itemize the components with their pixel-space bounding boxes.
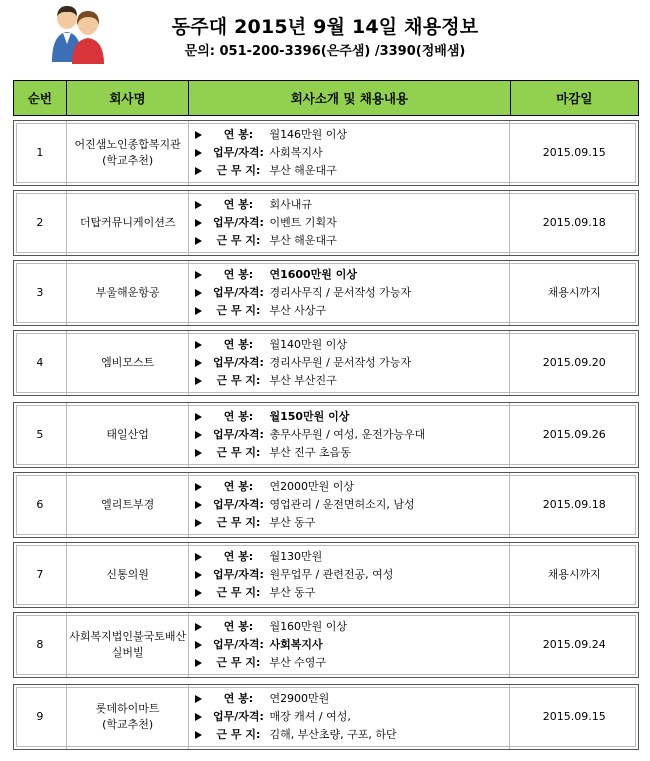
header: [0, 0, 650, 72]
duty-line-value: 영업관리 / 운전면허소지, 남성: [269, 498, 415, 511]
company-name: 롯데하이마트: [95, 702, 160, 715]
duty-line-value: 사회복지사: [269, 146, 323, 159]
company-cell: [67, 331, 190, 395]
company-name: 엘리트부경: [101, 498, 155, 511]
company-cell: [67, 403, 190, 467]
duty-line-value: 경리사무원 / 문서작성 가능자: [269, 356, 412, 369]
company-cell: [67, 613, 190, 677]
salary-line: [195, 127, 347, 144]
column-header-no: 순번: [14, 81, 67, 115]
salary-line-value: 연2000만원 이상: [269, 480, 355, 493]
location-line: [195, 655, 347, 672]
salary-line: [195, 267, 411, 284]
duty-line-value: 이벤트 기획자: [269, 216, 337, 229]
triangle-bullet-icon: [195, 271, 202, 279]
location-line-value: 부산 진구 초읍동: [269, 446, 351, 459]
company-name: 엠비모스트: [101, 356, 155, 369]
salary-line: [195, 619, 347, 636]
location-line-label: 근 무 지:: [216, 446, 261, 459]
company-cell: [67, 261, 190, 325]
location-line-label: 근 무 지:: [216, 728, 261, 741]
location-line: [195, 445, 425, 462]
triangle-bullet-icon: [195, 341, 202, 349]
duty-line-value: 원무업무 / 관련전공, 여성: [269, 568, 394, 581]
triangle-bullet-icon: [195, 519, 202, 527]
salary-line-label: 연 봉:: [223, 128, 254, 141]
triangle-bullet-icon: [195, 571, 202, 579]
duty-line-label: 업무/자격:: [212, 146, 264, 159]
duty-line: [195, 637, 347, 654]
duty-line: [195, 285, 411, 302]
company-note: (학교추천): [102, 718, 154, 731]
duty-line-label: 업무/자격:: [212, 638, 264, 651]
location-line: [195, 585, 393, 602]
row-number: 8: [14, 613, 67, 677]
row-number: 9: [14, 685, 67, 749]
company-note: (학교추천): [102, 154, 154, 167]
salary-line: [195, 479, 414, 496]
salary-line-label: 연 봉:: [223, 338, 254, 351]
salary-line-label: 연 봉:: [223, 268, 254, 281]
deadline-cell: 2015.09.15: [542, 146, 606, 159]
row-number: 1: [14, 121, 67, 185]
salary-line-value: 월160만원 이상: [269, 620, 348, 633]
row-number: 4: [14, 331, 67, 395]
duty-line-label: 업무/자격:: [212, 710, 264, 723]
salary-line-label: 연 봉:: [223, 550, 254, 563]
triangle-bullet-icon: [195, 377, 202, 385]
details-cell: [189, 121, 510, 185]
triangle-bullet-icon: [195, 237, 202, 245]
page-title: 동주대 2015년 9월 14일 채용정보: [171, 16, 479, 38]
triangle-bullet-icon: [195, 695, 202, 703]
salary-line: [195, 197, 336, 214]
contact-info: 문의: 051-200-3396(은주샘) /3390(정배샘): [184, 44, 466, 59]
salary-line-value: 월140만원 이상: [269, 338, 348, 351]
duty-line-label: 업무/자격:: [212, 498, 264, 511]
triangle-bullet-icon: [195, 201, 202, 209]
duty-line: [195, 709, 396, 726]
column-header-details: 회사소개 및 채용내용: [189, 81, 510, 115]
salary-line: [195, 409, 425, 426]
table-header: [13, 80, 639, 116]
duty-line: [195, 355, 411, 372]
duty-line-value: 사회복지사: [269, 638, 323, 651]
triangle-bullet-icon: [195, 219, 202, 227]
company-cell: [67, 121, 190, 185]
deadline-cell: 2015.09.26: [542, 428, 606, 441]
duty-line-label: 업무/자격:: [212, 216, 264, 229]
row-number: 3: [14, 261, 67, 325]
duty-line-label: 업무/자격:: [212, 286, 264, 299]
table-row: [13, 402, 639, 468]
table-row: [13, 190, 639, 256]
location-line-value: 부산 동구: [269, 586, 316, 599]
salary-line: [195, 337, 411, 354]
salary-line-value: 회사내규: [269, 198, 312, 211]
location-line-value: 김해, 부산초량, 구포, 하단: [269, 728, 397, 741]
duty-line-label: 업무/자격:: [212, 428, 264, 441]
details-cell: [189, 191, 510, 255]
triangle-bullet-icon: [195, 149, 202, 157]
salary-line-label: 연 봉:: [223, 620, 254, 633]
location-line-value: 부산 부산진구: [269, 374, 337, 387]
deadline-cell: 채용시까지: [547, 286, 601, 299]
table-row: [13, 330, 639, 396]
salary-line: [195, 691, 396, 708]
company-name: 어진샘노인종합복지관: [74, 138, 181, 151]
triangle-bullet-icon: [195, 431, 202, 439]
row-number: 5: [14, 403, 67, 467]
company-name: 신통의원: [106, 568, 149, 581]
salary-line-label: 연 봉:: [223, 198, 254, 211]
triangle-bullet-icon: [195, 641, 202, 649]
location-line: [195, 373, 411, 390]
details-cell: [189, 685, 510, 749]
column-header-company: 회사명: [67, 81, 189, 115]
triangle-bullet-icon: [195, 659, 202, 667]
deadline-cell: 2015.09.18: [542, 216, 606, 229]
duty-line-value: 총무사무원 / 여성, 운전가능우대: [269, 428, 426, 441]
location-line-value: 부산 동구: [269, 516, 316, 529]
deadline-cell: 2015.09.20: [542, 356, 606, 369]
salary-line-value: 연2900만원: [269, 692, 330, 705]
location-line: [195, 163, 347, 180]
location-line: [195, 515, 414, 532]
company-cell: [67, 543, 190, 607]
table-row: [13, 684, 639, 750]
company-note: 실버빌: [111, 646, 144, 659]
duty-line: [195, 215, 336, 232]
company-cell: [67, 191, 190, 255]
duty-line: [195, 145, 347, 162]
company-cell: [67, 473, 190, 537]
row-number: 6: [14, 473, 67, 537]
triangle-bullet-icon: [195, 553, 202, 561]
location-line-label: 근 무 지:: [216, 304, 261, 317]
deadline-cell: 2015.09.18: [542, 498, 606, 511]
duty-line-value: 경리사무직 / 문서작성 가능자: [269, 286, 412, 299]
location-line-label: 근 무 지:: [216, 374, 261, 387]
triangle-bullet-icon: [195, 289, 202, 297]
triangle-bullet-icon: [195, 167, 202, 175]
details-cell: [189, 473, 510, 537]
table-row: [13, 472, 639, 538]
salary-line-label: 연 봉:: [223, 480, 254, 493]
salary-line-label: 연 봉:: [223, 410, 254, 423]
row-number: 2: [14, 191, 67, 255]
table-row: [13, 612, 639, 678]
column-header-deadline: 마감일: [556, 91, 593, 106]
company-name: 태일산업: [106, 428, 149, 441]
triangle-bullet-icon: [195, 359, 202, 367]
triangle-bullet-icon: [195, 483, 202, 491]
location-line-value: 부산 사상구: [269, 304, 327, 317]
location-line: [195, 303, 411, 320]
duty-line-label: 업무/자격:: [212, 568, 264, 581]
salary-line: [195, 549, 393, 566]
salary-line-label: 연 봉:: [223, 692, 254, 705]
triangle-bullet-icon: [195, 413, 202, 421]
details-cell: [189, 613, 510, 677]
details-cell: [189, 261, 510, 325]
triangle-bullet-icon: [195, 131, 202, 139]
deadline-cell: 채용시까지: [547, 568, 601, 581]
table-row: [13, 120, 639, 186]
table-row: [13, 542, 639, 608]
location-line-label: 근 무 지:: [216, 164, 261, 177]
location-line-value: 부산 해운대구: [269, 164, 337, 177]
salary-line-value: 월146만원 이상: [269, 128, 348, 141]
location-line-label: 근 무 지:: [216, 516, 261, 529]
triangle-bullet-icon: [195, 589, 202, 597]
triangle-bullet-icon: [195, 731, 202, 739]
details-cell: [189, 403, 510, 467]
location-line-label: 근 무 지:: [216, 234, 261, 247]
location-line-value: 부산 수영구: [269, 656, 327, 669]
company-name: 부울해운항공: [95, 286, 160, 299]
location-line-value: 부산 해운대구: [269, 234, 337, 247]
salary-line-value: 월130만원: [269, 550, 323, 563]
table-row: [13, 260, 639, 326]
duty-line: [195, 497, 414, 514]
row-number: 7: [14, 543, 67, 607]
details-cell: [189, 543, 510, 607]
duty-line: [195, 427, 425, 444]
triangle-bullet-icon: [195, 307, 202, 315]
duty-line-value: 매장 캐셔 / 여성,: [269, 710, 351, 723]
location-line-label: 근 무 지:: [216, 586, 261, 599]
company-name: 더탑커뮤니케이션즈: [79, 216, 176, 229]
salary-line-value: 월150만원 이상: [269, 410, 350, 423]
duty-line: [195, 567, 393, 584]
salary-line-value: 연1600만원 이상: [269, 268, 358, 281]
triangle-bullet-icon: [195, 449, 202, 457]
deadline-cell: 2015.09.24: [542, 638, 606, 651]
triangle-bullet-icon: [195, 501, 202, 509]
triangle-bullet-icon: [195, 623, 202, 631]
company-cell: [67, 685, 190, 749]
details-cell: [189, 331, 510, 395]
location-line: [195, 727, 396, 744]
deadline-cell: 2015.09.15: [542, 710, 606, 723]
triangle-bullet-icon: [195, 713, 202, 721]
duty-line-label: 업무/자격:: [212, 356, 264, 369]
location-line-label: 근 무 지:: [216, 656, 261, 669]
location-line: [195, 233, 336, 250]
company-name: 사회복지법인불국토배산: [69, 630, 187, 643]
